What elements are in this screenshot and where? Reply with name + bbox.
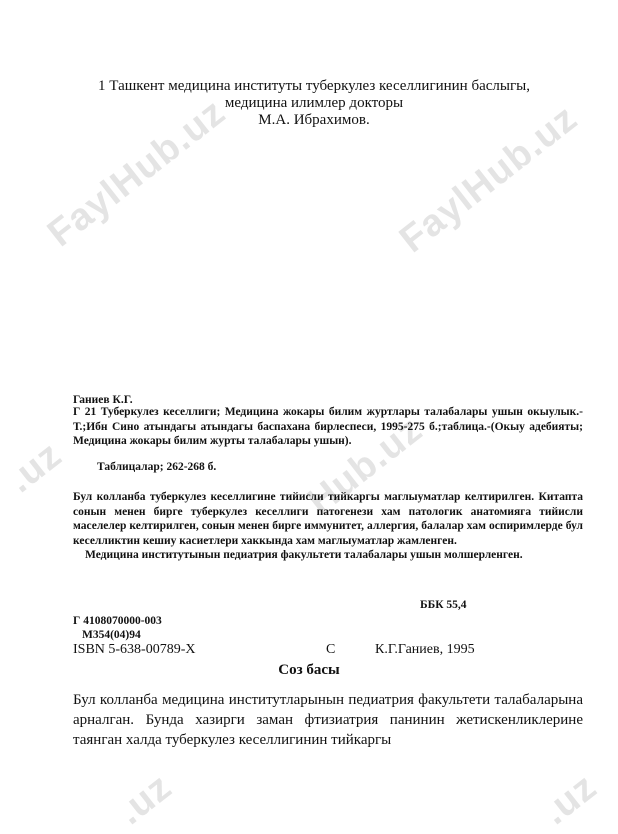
section-title: Соз басы bbox=[278, 662, 340, 678]
watermark: .uz bbox=[110, 765, 180, 834]
bbk-code: ББК 55,4 bbox=[420, 599, 467, 611]
watermark: FaylHub.uz bbox=[40, 91, 234, 256]
catalog-code: М354(04)94 bbox=[82, 629, 141, 641]
approval-line: медицина илимлер докторы bbox=[224, 95, 404, 111]
approval-signature: М.А. Ибрахимов. bbox=[258, 112, 370, 128]
bib-annotation bbox=[73, 490, 583, 563]
catalog-code: Г 4108070000-003 bbox=[73, 615, 162, 627]
watermark: FaylHub.uz bbox=[392, 97, 586, 262]
annotation-paragraph: Медицина институтынын педиатрия факультети талабалары ушын молшерленген. bbox=[85, 549, 523, 561]
watermark: .uz bbox=[535, 765, 605, 834]
watermark: Hub.uz bbox=[300, 408, 431, 524]
copyright-symbol: С bbox=[326, 642, 336, 657]
annotation-paragraph: Бул колланба туберкулез кеселлигине тийисли тийкаргы маглыуматлар келтирилген. Китапта сонын менен бирге туберкулез кеселлиги патогенези хам патологик анатомияга тийисли маселелер келтирилген, сонын менен бирге иммунитет, аллергия, балалар хам оспиримлерде бул кеселликтин кешиу касиетлери хаккында хам маглыуматлар жамленген. bbox=[73, 491, 583, 547]
approval-block bbox=[40, 78, 588, 129]
copyright-holder: К.Г.Ганиев, 1995 bbox=[375, 642, 475, 657]
bib-author: Ганиев К.Г. bbox=[73, 394, 133, 406]
approval-line: 1 Ташкент медицина институты туберкулез кеселлигинин баслыгы, bbox=[98, 78, 530, 94]
body-paragraph: Бул колланба медицина институтларынын педиатрия факультети талабаларына арналган. Бунда хазирги заман фтизиатрия панинин жетискенликлерине таянган халда туберкулез кеселлигинин тийкаргы bbox=[73, 692, 583, 748]
bib-entry: Г 21 Туберкулез кеселлиги; Медицина жокары билим журтлары талабалары ушын окыулык.-Т.;Ибн Сино атындагы атындагы баспахана бирлеспеси, 1995-275 б.;таблица.-(Окыу адебияты; Медицина жокары билим журты талабалары ушын). bbox=[73, 406, 583, 447]
isbn: ISBN 5-638-00789-X bbox=[73, 642, 196, 657]
bib-tables: Таблицалар; 262-268 б. bbox=[97, 461, 217, 473]
watermark: .uz bbox=[0, 433, 70, 502]
